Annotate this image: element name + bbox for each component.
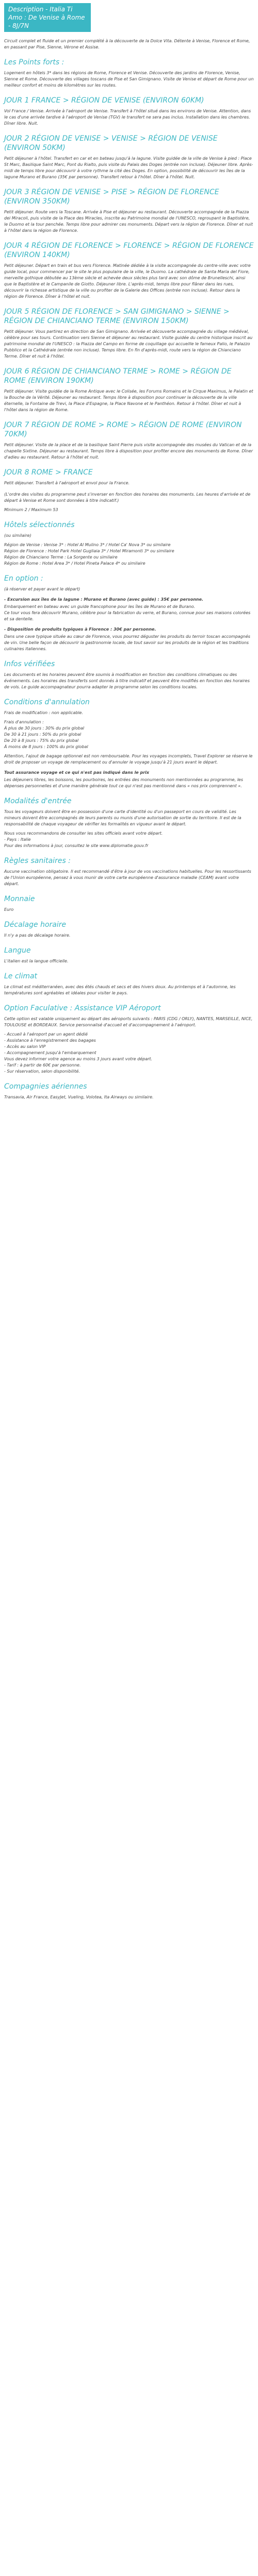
monnaie-heading: Monnaie	[4, 895, 35, 903]
day-2	[4, 134, 254, 180]
compagnies-text: Transavia, Air France, EasyJet, Vueling, Volotea, Ita Airways ou similaire.	[4, 1095, 154, 1099]
decalage-text: Il n'y a pas de décalage horaire.	[4, 933, 71, 938]
modalites-list	[4, 831, 254, 849]
monnaie-text: Euro	[4, 907, 14, 912]
day-8	[4, 468, 254, 486]
list-item: - Assistance à l'enregistrement des bagages	[4, 1038, 96, 1043]
day-text: Petit déjeuner. Départ en train et bus vers Florence. Matinée dédiée à la visite accompagnée du centre-ville avec votre guide local, pour commencer par le site le plus populaire de la ville, le Duomo. La cathédrale de Santa Maria del Fiore, merveille gothique débutée au 13ème siècle et achevée deux siècles plus tard avec son dôme de Brunelleschi, ainsi que le Baptistère et le Campanile de Giotto. Déjeuner libre. L'après-midi, temps libre pour flâner dans les rues, découvrir la richesse artistique de la ville ou profiter de la Galerie des Offices (entrée non incluse). Retour dans la région de Florence. Dîner à l'hôtel et nuit.	[4, 263, 251, 299]
transport-list	[4, 1031, 254, 1075]
day-text: Petit déjeuner. Visite de la place et de la basilique Saint Pierre puis visite accompagnée des musées du Vatican et de la chapelle Sixtine. Déjeuner au restaurant. Temps libre à disposition pour profiter encore des monuments de Rome. Dîner d'adieu au restaurant. Retour à l'hôtel et nuit.	[4, 443, 253, 460]
list-item: - Pays : Italie	[4, 837, 31, 842]
dispo-text: Dans une cave typique située au cœur de Florence, vous pourrez déguster les produits du terroir toscan accompagnés de vin. Une belle façon de découvrir la gastronomie locale, de tout savoir sur les produits de la région et les traditions culinaires italiennes.	[4, 634, 250, 651]
intro-text: Circuit complet et fluide et un premier complété à la découverte de la Dolce Vita. Détente à Venise, Florence et Rome, en passant par Pise, Sienne, Vérone et Assise.	[4, 39, 250, 49]
list-item: De 30 à 21 jours : 50% du prix global	[4, 732, 82, 737]
day-title: JOUR 5 RÉGION DE FLORENCE > SAN GIMIGNANO > SIENNE > RÉGION DE CHIANCIANO TERME (ENVIRON 150KM)	[4, 308, 230, 325]
day-title: JOUR 1 FRANCE > RÉGION DE VENISE (ENVIRON 60KM)	[4, 96, 204, 105]
itinerary-note: (L'ordre des visites du programme peut s'inverser en fonction des horaires des monuments. Les heures d'arrivée et de départ à Venise et Rome sont données à titre indicatif.)	[4, 492, 251, 503]
day-title: JOUR 4 RÉGION DE FLORENCE > FLORENCE > RÉGION DE FLORENCE (ENVIRON 140KM)	[4, 242, 254, 259]
reglements-heading: Règles sanitaires :	[4, 857, 71, 865]
list-item: À plus de 30 jours : 30% du prix global	[4, 726, 85, 731]
option-list	[4, 597, 254, 622]
modalites-text: Tous les voyageurs doivent être en possession d'une carte d'identité ou d'un passeport en cours de validité. Les mineurs doivent être accompagnés de leurs parents ou munis d'une autorisation de sortie du territoire. Il est de la responsabilité de chaque voyageur de vérifier les formalités en vigueur avant le départ.	[4, 809, 241, 826]
tarif-text: Les déjeuners libres, les boissons, les pourboires, les entrées des monuments non mentionnées au programme, les dépenses personnelles et d'une manière générale tout ce qui n'est pas mentionné dans « nos prix comprennent ».	[4, 777, 244, 788]
day-title: JOUR 6 RÉGION DE CHIANCIANO TERME > ROME > RÉGION DE ROME (ENVIRON 190KM)	[4, 367, 232, 385]
day-title: JOUR 2 RÉGION DE VENISE > VENISE > RÉGION DE VENISE (ENVIRON 50KM)	[4, 134, 218, 152]
day-text: Petit déjeuner. Route vers la Toscane. Arrivée à Pise et déjeuner au restaurant. Découverte accompagnée de la Piazza dei Miracoli, puis visite de la Place des Miracles, inscrite au Patrimoine mondial de l'UNESCO, regroupant le Baptistère, le Duomo et la tour penchée. Temps libre pour admirer ces monuments. Départ vers la région de Florence. Dîner et nuit à l'hôtel dans la région de Florence.	[4, 210, 253, 233]
conditions-list	[4, 719, 254, 750]
list-item: Région de Chianciano Terme : La Sorgente ou similaire	[4, 555, 118, 560]
option-heading: En option :	[4, 574, 43, 583]
list-item: Nous vous recommandons de consulter les sites officiels avant votre départ.	[4, 831, 163, 836]
day-5	[4, 307, 254, 360]
day-4	[4, 241, 254, 300]
list-item: Région de Rome : Hotel Area 3* / Hotel Pineta Palace 4* ou similaire	[4, 561, 146, 566]
conditions-heading: Conditions d'annulation	[4, 698, 90, 706]
climat-text: Le climat est méditerranéen, avec des étés chauds et secs et des hivers doux. Au printemps et à l'automne, les températures sont agréables et idéales pour visiter le pays.	[4, 985, 236, 995]
list-item: Vous devez informer votre agence au moins 3 jours avant votre départ.	[4, 1057, 153, 1061]
list-item: Région de Venise : Venise 3* : Hotel Al Mulino 3* / Hotel Ca' Nova 3* ou similaire	[4, 543, 171, 547]
points-forts-text: Logement en hôtels 3* dans les régions de Rome, Florence et Venise. Découverte des jardins de Florence, Venise, Sienne et Rome. Découverte des villages toscans de Pise et San Gimignano. Visite de Venise et départ de Rome pour un meilleur confort et moins de kilomètres sur les routes.	[4, 71, 254, 88]
hotel-list	[4, 542, 254, 567]
reglements-text: Aucune vaccination obligatoire. Il est recommandé d'être à jour de vos vaccinations habituelles. Pour les ressortissants de l'Union européenne, pensez à vous munir de votre carte européenne d'assurance maladie (CEAM) avant votre départ.	[4, 869, 251, 886]
day-text: Petit déjeuner à l'hôtel. Transfert en car et en bateau jusqu'à la lagune. Visite guidée de la ville de Venise à pied : Place St Marc, Basilique Saint Marc, Pont du Rialto, puis visite du Palais des Doges (entrée non incluse). Déjeuner libre. Après-midi de temps libre pour découvrir à votre rythme la cité des Doges. En option, possibilité de découvrir les îles de la lagune Murano et Burano (35€ par personne). Transfert retour à l'hôtel. Dîner à l'hôtel. Nuit.	[4, 156, 253, 179]
day-title: JOUR 7 RÉGION DE ROME > ROME > RÉGION DE ROME (ENVIRON 70KM)	[4, 421, 242, 438]
min-max-participants: Minimum 2 / Maximum 53	[4, 507, 58, 512]
day-text: Petit déjeuner. Visite guidée de la Rome Antique avec le Colisée, les Forums Romains et le Cirque Maximus, le Palatin et la Bouche de la Vérité. Déjeuner au restaurant. Temps libre à disposition pour continuer la découverte de la ville éternelle, la Fontaine de Trevi, la Place d'Espagne, la Place Navone et le Panthéon. Retour à l'hôtel. Dîner et nuit à l'hôtel dans la région de Rome.	[4, 389, 253, 412]
list-item: - Sur réservation, selon disponibilité.	[4, 1069, 80, 1074]
hebergement-heading: Hôtels sélectionnés	[4, 521, 75, 529]
day-1	[4, 96, 254, 127]
day-title: JOUR 8 ROME > FRANCE	[4, 468, 93, 477]
points-forts-heading: Les Points forts :	[4, 58, 64, 66]
day-text: Petit déjeuner. Vous partirez en direction de San Gimignano. Arrivée et découverte accompagnée du village médiéval, célèbre pour ses tours. Continuation vers Sienne et déjeuner au restaurant. Visite guidée du centre historique inscrit au patrimoine mondial de l'UNESCO : la Piazza del Campo en forme de coquillage qui accueille le fameux Palio, le Palazzo Pubblico et la Cathédrale (entrée non incluse). Temps libre. En fin d'après-midi, route vers la région de Chianciano Terme. Dîner et nuit à l'hôtel.	[4, 329, 253, 359]
list-item: - Excursion aux îles de la lagune : Murano et Burano (avec guide) : 35€ par personne.	[4, 597, 204, 602]
day-title: JOUR 3 RÉGION DE VENISE > PISE > RÉGION DE FLORENCE (ENVIRON 350KM)	[4, 188, 219, 206]
list-item: Région de Florence : Hotel Park Hotel Gugliaia 3* / Hotel Miramonti 3* ou similaire	[4, 549, 174, 553]
list-item: - Accès au salon VIP	[4, 1044, 46, 1049]
list-item: - Accompagnement jusqu'à l'embarquement	[4, 1050, 96, 1055]
itinerary	[4, 96, 254, 486]
option-text: (à réserver et payer avant le départ)	[4, 587, 80, 591]
day-text: Petit déjeuner. Transfert à l'aéroport et envol pour la France.	[4, 481, 130, 485]
list-item: Frais d'annulation :	[4, 720, 44, 724]
langue-heading: Langue	[4, 946, 31, 955]
modalites-heading: Modalités d'entrée	[4, 797, 72, 805]
page	[0, 0, 258, 1110]
day-text: Vol France / Venise. Arrivée à l'aéroport de Venise. Transfert à l'hôtel situé dans les environs de Venise. Attention, dans le cas d'une arrivée tardive à l'aéroport de Venise (TGV) le transfert ne sera pas inclus. Installation dans les chambres. Dîner libre. Nuit.	[4, 109, 251, 126]
list-item: Embarquement en bateau avec un guide francophone pour les îles de Murano et de Burano.	[4, 604, 196, 609]
hebergement-subtitle: (ou similaire)	[4, 533, 31, 538]
transport-heading: Option Faculative : Assistance VIP Aéroport	[4, 1004, 161, 1012]
langue-text: L'italien est la langue officielle.	[4, 959, 69, 963]
climat-heading: Le climat	[4, 972, 38, 980]
day-6	[4, 367, 254, 413]
list-item: De 20 à 8 jours : 75% du prix global	[4, 738, 79, 743]
compagnies-heading: Compagnies aériennes	[4, 1082, 87, 1091]
list-item: - Tarif : à partir de 60€ par personne.	[4, 1063, 81, 1067]
tarif-heading: Tout assurance voyage et ce qui n'est pas indiqué dans le prix	[4, 770, 150, 775]
info-text: Les documents et les horaires peuvent être soumis à modification en fonction des conditions climatiques ou des événements. Les horaires des transferts sont donnés à titre indicatif et peuvent être modifiés en fonction des horaires de vols. Le guide accompagnateur pourra adapter le programme selon les conditions locales.	[4, 672, 250, 689]
info-heading: Infos vérifiées	[4, 660, 55, 668]
conditions-note: Attention, l'ajout de bagage optionnel est non remboursable. Pour les voyages incomplets, Travel Explorer se réserve le droit de proposer un voyage de remplacement ou d'annuler le voyage jusqu'à 21 jours avant le départ.	[4, 754, 253, 765]
day-3	[4, 188, 254, 234]
list-item: À moins de 8 jours : 100% du prix global	[4, 744, 88, 749]
transport-text: Cette option est valable uniquement au départ des aéroports suivants : PARIS (CDG / ORLY), NANTES, MARSEILLE, NICE, TOULOUSE et BORDEAUX. Service personnalisé d'accueil et d'accompagnement à l'aéroport.	[4, 1016, 253, 1027]
conditions-text: Frais de modification : non applicable.	[4, 710, 83, 715]
list-item: Ce tour vous fera découvrir Murano, célèbre pour la fabrication du verre, et Burano, connue pour ses maisons colorées et sa dentelle.	[4, 611, 251, 621]
page-title: Description - Italia Ti Amo : De Venise à Rome - 8J/7N	[4, 3, 91, 32]
decalage-heading: Décalage horaire	[4, 921, 67, 929]
list-item: - Accueil à l'aéroport par un agent dédié	[4, 1032, 88, 1037]
dispo-heading: - Disposition de produits typiques à Florence : 30€ par personne.	[4, 627, 156, 632]
list-item: Pour des informations à jour, consultez le site www.diplomatie.gouv.fr	[4, 843, 149, 848]
day-7	[4, 420, 254, 461]
